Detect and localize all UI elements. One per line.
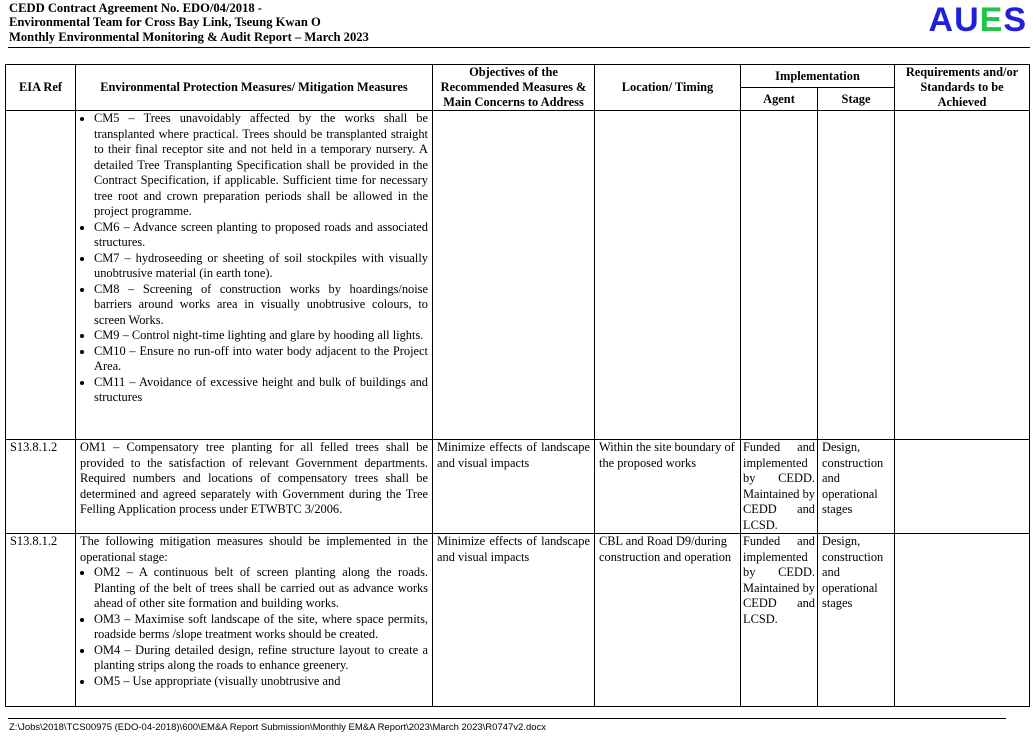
measures-cell bbox=[76, 534, 433, 707]
logo-text-s: S bbox=[1003, 1, 1027, 39]
list-item: • CM9 – Control night-time lighting and glare by hooding all lights. bbox=[94, 328, 428, 344]
agent-cell: Funded and implemented by CEDD. Maintained by CEDD and LCSD. bbox=[741, 440, 818, 534]
objectives-cell bbox=[433, 111, 595, 440]
objectives-cell: Minimize effects of landscape and visual impacts bbox=[433, 440, 595, 534]
objectives-cell: Minimize effects of landscape and visual impacts bbox=[433, 534, 595, 707]
col-header-requirements: Requirements and/or Standards to be Achieved bbox=[895, 65, 1030, 111]
report-title: Monthly Environmental Monitoring & Audit Report – March 2023 bbox=[9, 29, 369, 44]
agent-cell bbox=[741, 111, 818, 440]
logo-text-e: E bbox=[979, 1, 1004, 39]
eia-ref-cell: S13.8.1.2 bbox=[6, 440, 76, 534]
table-row bbox=[6, 111, 1030, 440]
stage-cell bbox=[818, 111, 895, 440]
col-header-agent: Agent bbox=[741, 88, 818, 111]
eia-ref-cell: S13.8.1.2 bbox=[6, 534, 76, 707]
col-header-location: Location/ Timing bbox=[595, 65, 741, 111]
list-item: • CM5 – Trees unavoidably affected by the works shall be transplanted where practical. Trees should be transplanted straight to their final receptor site and not held in a temporary nursery. A detailed Tree Transplanting Specification shall be provided in the Contract Specification, if applicable. Sufficient time for necessary tree root and crown preparation periods shall be allowed in the project programme. bbox=[94, 111, 428, 220]
col-header-eia-ref: EIA Ref bbox=[6, 65, 76, 111]
col-header-objectives: Objectives of the Recommended Measures & Main Concerns to Address bbox=[433, 65, 595, 111]
col-header-implementation: Implementation bbox=[741, 65, 895, 88]
eia-ref-cell bbox=[6, 111, 76, 440]
team-line: Environmental Team for Cross Bay Link, Tseung Kwan O bbox=[9, 15, 321, 30]
requirements-cell bbox=[895, 111, 1030, 440]
list-item: • CM7 – hydroseeding or sheeting of soil stockpiles with visually unobtrusive material (in earth tone). bbox=[94, 251, 428, 282]
header-divider bbox=[8, 47, 1030, 48]
stage-cell: Design, construction and operational stages bbox=[818, 440, 895, 534]
agent-cell: Funded and implemented by CEDD. Maintained by CEDD and LCSD. bbox=[741, 534, 818, 707]
measures-list bbox=[80, 565, 428, 689]
mitigation-measures-table bbox=[5, 64, 1030, 707]
list-item: • CM10 – Ensure no run-off into water body adjacent to the Project Area. bbox=[94, 344, 428, 375]
list-item: • CM8 – Screening of construction works by hoardings/noise barriers around works area in visually unobtrusive colours, to screen Works. bbox=[94, 282, 428, 329]
report-header bbox=[9, 1, 369, 44]
col-header-measures: Environmental Protection Measures/ Mitigation Measures bbox=[76, 65, 433, 111]
list-item: • OM2 – A continuous belt of screen planting along the roads. Planting of the belt of trees shall be carried out as advance works ahead of other site formation and building works. bbox=[94, 565, 428, 612]
table-row bbox=[6, 440, 1030, 534]
footer-divider bbox=[8, 718, 1006, 719]
list-item: • OM5 – Use appropriate (visually unobtrusive and bbox=[94, 674, 428, 690]
file-path-footer: Z:\Jobs\2018\TCS00975 (EDO-04-2018)\600\EM&A Report Submission\Monthly EM&A Report\2023\March 2023\R0747v2.docx bbox=[9, 722, 547, 733]
list-item: • OM4 – During detailed design, refine structure layout to create a planting strips along the roads to enhance greenery. bbox=[94, 643, 428, 674]
contract-line: CEDD Contract Agreement No. EDO/04/2018 - bbox=[9, 1, 263, 15]
measures-cell bbox=[76, 111, 433, 440]
location-cell bbox=[595, 111, 741, 440]
table-row bbox=[6, 534, 1030, 707]
col-header-stage: Stage bbox=[818, 88, 895, 111]
list-item: • CM6 – Advance screen planting to proposed roads and associated structures. bbox=[94, 220, 428, 251]
list-item: • OM3 – Maximise soft landscape of the site, where space permits, roadside berms /slope treatment works should be created. bbox=[94, 612, 428, 643]
stage-cell: Design, construction and operational stages bbox=[818, 534, 895, 707]
measures-cell: OM1 – Compensatory tree planting for all felled trees shall be provided to the satisfaction of relevant Government departments. Required numbers and locations of compensatory trees shall be determined and agreed separately with Government during the Tree Felling Application process under ETWBTC 3/2006. bbox=[76, 440, 433, 534]
aues-logo bbox=[929, 0, 1027, 40]
measures-list bbox=[80, 111, 428, 406]
logo-text-au: AU bbox=[928, 1, 980, 39]
measures-intro: The following mitigation measures should be implemented in the operational stage: bbox=[80, 534, 428, 564]
location-cell: Within the site boundary of the proposed works bbox=[595, 440, 741, 534]
requirements-cell bbox=[895, 440, 1030, 534]
location-cell: CBL and Road D9/during construction and operation bbox=[595, 534, 741, 707]
requirements-cell bbox=[895, 534, 1030, 707]
list-item: • CM11 – Avoidance of excessive height and bulk of buildings and structures bbox=[94, 375, 428, 406]
